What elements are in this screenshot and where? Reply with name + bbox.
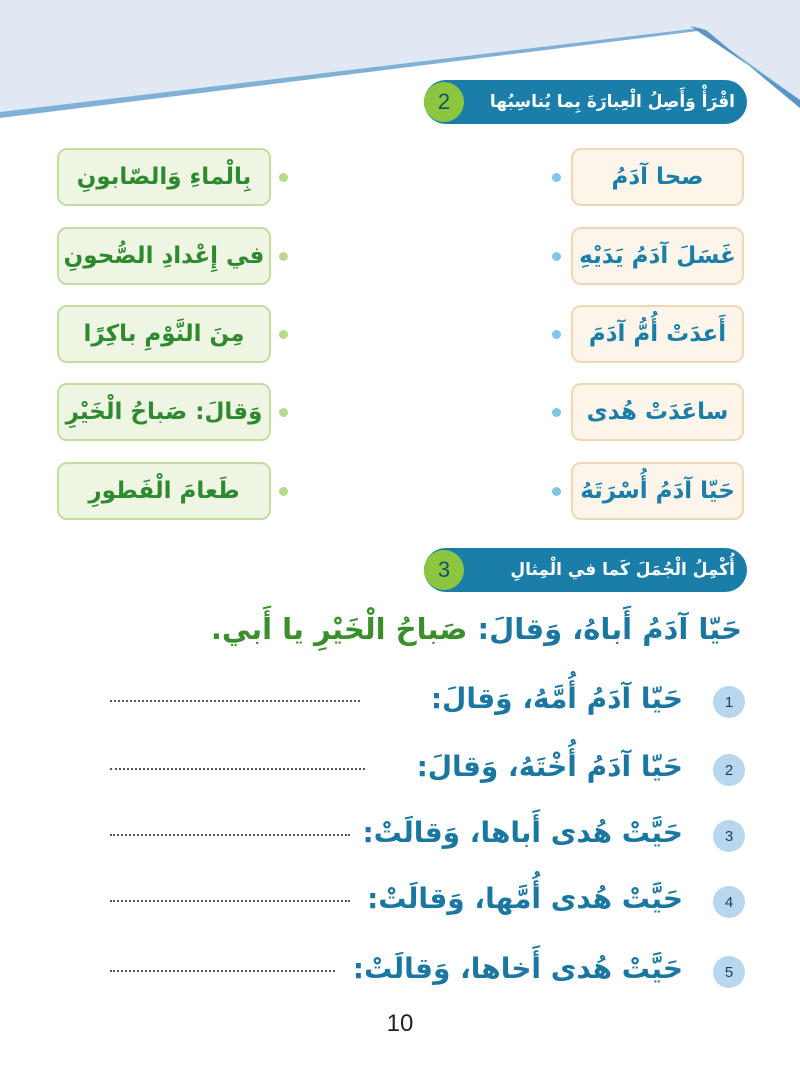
answer-line[interactable] [110, 900, 350, 902]
answer-line[interactable] [110, 834, 350, 836]
match-left-item[interactable]: بِالْماءِ وَالصّابونِ [57, 148, 271, 206]
match-left-item[interactable]: وَقالَ: صَباحُ الْخَيْرِ [57, 383, 271, 441]
connector-dot-left[interactable] [279, 252, 288, 261]
match-left-item[interactable]: طَعامَ الْفَطورِ [57, 462, 271, 520]
answer-line[interactable] [110, 700, 360, 702]
match-right-item[interactable]: حَيّا آدَمُ أُسْرَتَهُ [571, 462, 744, 520]
match-right-item[interactable]: أَعدَتْ أُمُّ آدَمَ [571, 305, 744, 363]
exercise-number: 4 [713, 886, 745, 918]
match-right-item[interactable]: غَسَلَ آدَمُ يَدَيْهِ [571, 227, 744, 285]
example-prefix: حَيّا آدَمُ أَباهُ، وَقالَ: [477, 612, 742, 646]
exercise-row [100, 684, 745, 724]
match-left-item[interactable]: في إِعْدادِ الصُّحونِ [57, 227, 271, 285]
answer-line[interactable] [110, 768, 365, 770]
exercise-row [100, 752, 745, 792]
exercise-number: 1 [713, 686, 745, 718]
exercise-row [100, 884, 745, 924]
exercise-prompt: حَيَّتْ هُدى أَخاها، وَقالَتْ: [352, 952, 683, 985]
match-right-item[interactable]: صحا آدَمُ [571, 148, 744, 206]
match-right-item[interactable]: ساعَدَتْ هُدى [571, 383, 744, 441]
connector-dot-left[interactable] [279, 408, 288, 417]
exercise-row [100, 818, 745, 858]
connector-dot-left[interactable] [279, 330, 288, 339]
exercise-prompt: حَيّا آدَمُ أُخْتَهُ، وَقالَ: [416, 750, 683, 783]
connector-dot-right[interactable] [552, 173, 561, 182]
connector-dot-left[interactable] [279, 173, 288, 182]
match-left-item[interactable]: مِنَ النَّوْمِ باكِرًا [57, 305, 271, 363]
example-sentence [42, 612, 742, 646]
section-3-instruction: أُكْمِلُ الْجُمَلَ كَما في الْمِثالِ [510, 560, 735, 580]
exercise-prompt: حَيَّتْ هُدى أَباها، وَقالَتْ: [362, 816, 683, 849]
answer-line[interactable] [110, 970, 335, 972]
exercise-row [100, 954, 745, 994]
section-3-number: 3 [424, 550, 464, 590]
exercise-number: 2 [713, 754, 745, 786]
example-answer: صَباحُ الْخَيْرِ يا أَبي. [210, 612, 468, 646]
section-3-banner [424, 548, 747, 592]
section-2-banner [424, 80, 747, 124]
connector-dot-right[interactable] [552, 487, 561, 496]
exercise-prompt: حَيّا آدَمُ أُمَّهُ، وَقالَ: [430, 682, 683, 715]
section-2-number: 2 [424, 82, 464, 122]
connector-dot-right[interactable] [552, 408, 561, 417]
exercise-number: 5 [713, 956, 745, 988]
connector-dot-right[interactable] [552, 252, 561, 261]
connector-dot-right[interactable] [552, 330, 561, 339]
section-2-instruction: اقْرَأْ وَأَصِلُ الْعِبارَةَ بِما يُناسِبُها [489, 92, 735, 112]
exercise-prompt: حَيَّتْ هُدى أُمَّها، وَقالَتْ: [367, 882, 683, 915]
page-number: 10 [386, 1010, 414, 1037]
exercise-number: 3 [713, 820, 745, 852]
connector-dot-left[interactable] [279, 487, 288, 496]
